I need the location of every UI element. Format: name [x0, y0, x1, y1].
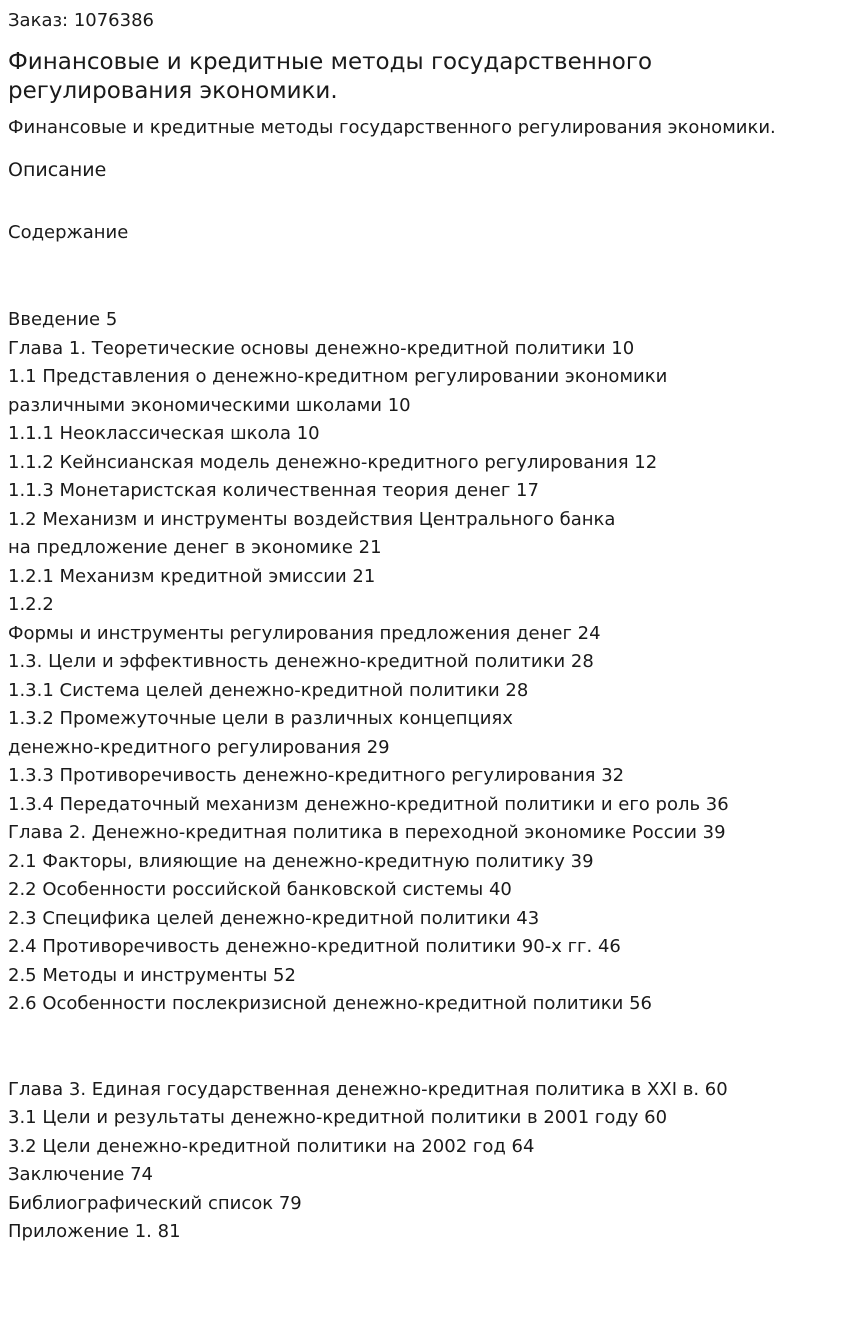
toc-item: 3.1 Цели и результаты денежно-кредитной политики в 2001 году 60: [8, 1107, 668, 1128]
toc-item: 2.1 Факторы, влияющие на денежно-кредитную политику 39: [8, 850, 594, 872]
toc-item: Глава 3. Единая государственная денежно-кредитная политика в XXI в. 60: [8, 1078, 728, 1100]
toc-item: Глава 1. Теоретические основы денежно-кредитной политики 10: [8, 337, 635, 359]
toc-item: денежно-кредитного регулирования 29: [8, 736, 390, 758]
toc-item: Глава 2. Денежно-кредитная политика в переходной экономике России 39: [8, 822, 726, 843]
description-heading: Описание: [8, 159, 107, 181]
page-subtitle: Финансовые и кредитные методы государственного регулирования экономики.: [8, 117, 776, 138]
toc-item: 3.2 Цели денежно-кредитной политики на 2002 год 64: [8, 1135, 535, 1157]
toc-item: Приложение 1. 81: [8, 1221, 181, 1242]
toc-item: 1.1.1 Неоклассическая школа 10: [8, 423, 320, 444]
toc-item: 1.2.2: [8, 594, 54, 615]
toc-item: 2.6 Особенности послекризисной денежно-кредитной политики 56: [8, 993, 652, 1014]
toc-item: 1.2.1 Механизм кредитной эмиссии 21: [8, 565, 376, 587]
order-number: Заказ: 1076386: [8, 10, 154, 31]
toc-item: Введение 5: [8, 309, 118, 330]
toc-item: 2.2 Особенности российской банковской системы 40: [8, 879, 512, 900]
toc-item: 1.3.2 Промежуточные цели в различных концепциях: [8, 708, 513, 729]
toc-item: 1.3.3 Противоречивость денежно-кредитного регулирования 32: [8, 765, 625, 786]
toc-item: Библиографический список 79: [8, 1192, 302, 1214]
contents-heading: Содержание: [8, 222, 129, 243]
toc-item: 2.5 Методы и инструменты 52: [8, 964, 296, 986]
toc-item: 1.1.2 Кейнсианская модель денежно-кредитного регулирования 12: [8, 451, 658, 473]
toc-item: на предложение денег в экономике 21: [8, 537, 382, 558]
toc-item: 1.3. Цели и эффективность денежно-кредитной политики 28: [8, 651, 594, 672]
toc-spacer: [8, 1019, 729, 1076]
toc-item: 1.1.3 Монетаристская количественная теория денег 17: [8, 480, 539, 501]
toc-item: 1.2 Механизм и инструменты воздействия Центрального банка: [8, 508, 616, 530]
toc-item: 2.3 Специфика целей денежно-кредитной политики 43: [8, 907, 540, 929]
toc-item: различными экономическими школами 10: [8, 394, 411, 416]
toc-item: 2.4 Противоречивость денежно-кредитной политики 90-х гг. 46: [8, 936, 621, 957]
toc-item: Заключение 74: [8, 1164, 153, 1185]
toc-item: 1.3.1 Система целей денежно-кредитной политики 28: [8, 679, 529, 701]
page-title: Финансовые и кредитные методы государственного регулирования экономики.: [8, 49, 653, 104]
table-of-contents: [8, 306, 729, 1247]
toc-item: 1.3.4 Передаточный механизм денежно-кредитной политики и его роль 36: [8, 793, 729, 815]
toc-item: Формы и инструменты регулирования предложения денег 24: [8, 622, 601, 644]
toc-item: 1.1 Представления о денежно-кредитном регулировании экономики: [8, 366, 668, 387]
